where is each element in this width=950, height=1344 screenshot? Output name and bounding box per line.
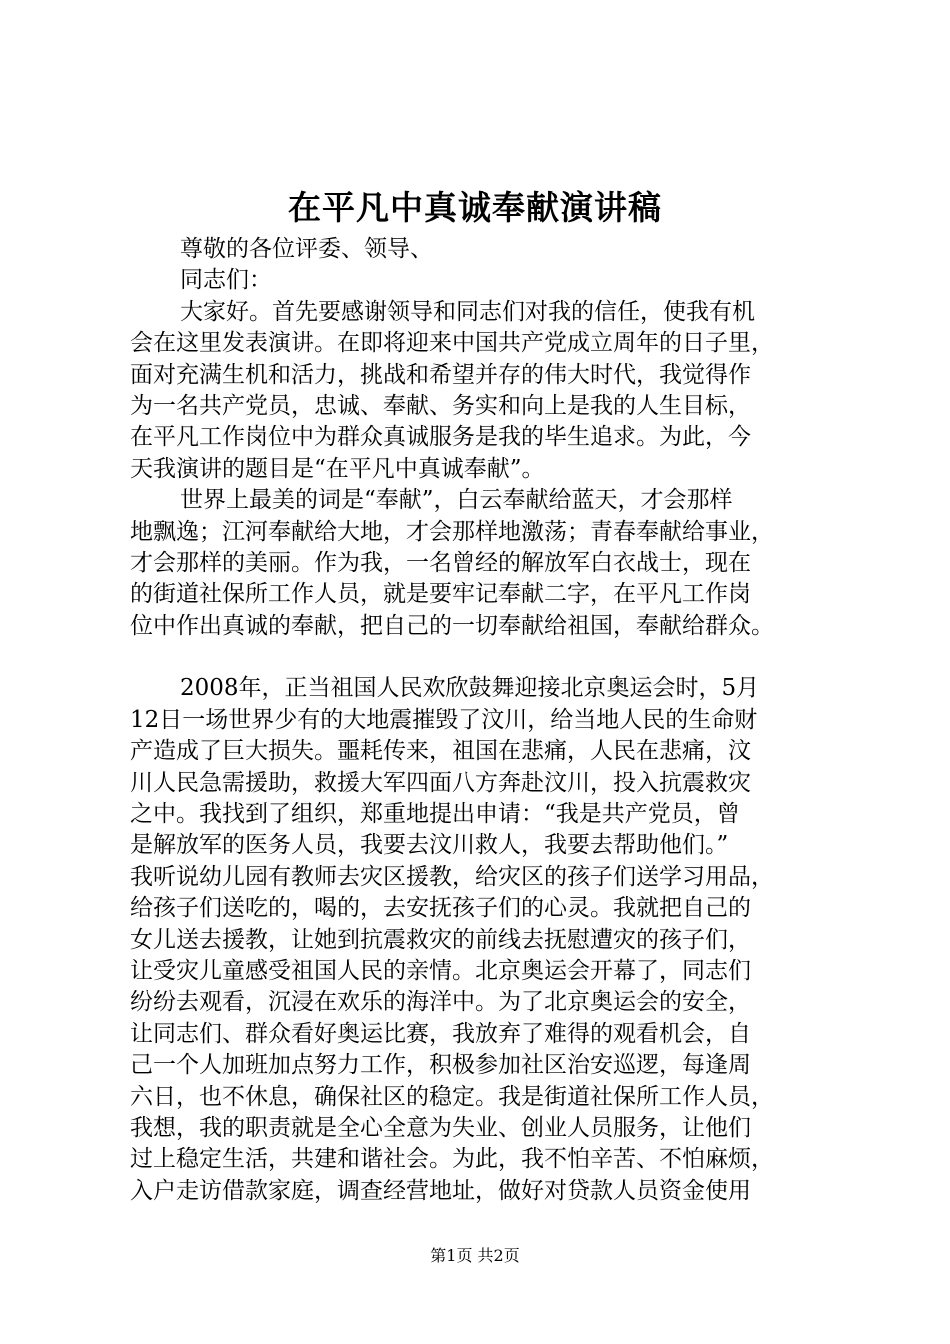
page-footer: 第1页 共2页 xyxy=(430,1246,520,1265)
text-line: 我听说幼儿园有教师去灾区援教，给灾区的孩子们送学习用品， xyxy=(130,863,774,890)
text-line: 天我演讲的题目是“在平凡中真诚奉献”。 xyxy=(130,455,545,482)
text-line: 六日，也不休息，确保社区的稳定。我是街道社保所工作人员， xyxy=(130,1083,774,1110)
text-line: 位中作出真诚的奉献，把自己的一切奉献给祖国，奉献给群众。 xyxy=(130,612,774,639)
text-line: 12日一场世界少有的大地震摧毁了汶川，给当地人民的生命财 xyxy=(130,706,758,733)
text-line: 女儿送去援教，让她到抗震救灾的前线去抚慰遭灾的孩子们， xyxy=(130,926,751,953)
text-line: 之中。我找到了组织，郑重地提出申请：“我是共产党员，曾 xyxy=(130,801,740,828)
text-line: 己一个人加班加点努力工作，积极参加社区治安巡逻，每逢周 xyxy=(130,1052,751,1079)
text-line: 为一名共产党员，忠诚、奉献、务实和向上是我的人生目标， xyxy=(130,392,751,419)
text-line: 同志们： xyxy=(180,267,272,294)
text-line: 川人民急需援助，救援大军四面八方奔赴汶川，投入抗震救灾 xyxy=(130,769,751,796)
text-line: 地飘逸；江河奉献给大地，才会那样地激荡；青春奉献给事业， xyxy=(130,518,774,545)
text-line: 过上稳定生活，共建和谐社会。为此，我不怕辛苦、不怕麻烦， xyxy=(130,1146,774,1173)
document-body xyxy=(130,234,840,1207)
text-line: 让受灾儿童感受祖国人民的亲情。北京奥运会开幕了，同志们 xyxy=(130,957,751,984)
text-line: 的街道社保所工作人员，就是要牢记奉献二字，在平凡工作岗 xyxy=(130,581,751,608)
text-line: 我想，我的职责就是全心全意为失业、创业人员服务，让他们 xyxy=(130,1114,751,1141)
text-line: 2008年，正当祖国人民欢欣鼓舞迎接北京奥运会时，5月 xyxy=(180,675,760,702)
text-line: 大家好。首先要感谢领导和同志们对我的信任，使我有机 xyxy=(180,298,755,325)
page-title: 在平凡中真诚奉献演讲稿 xyxy=(288,188,662,227)
text-line: 尊敬的各位评委、领导、 xyxy=(180,236,433,262)
text-line: 入户走访借款家庭，调查经营地址，做好对贷款人员资金使用 xyxy=(130,1177,751,1204)
text-line: 产造成了巨大损失。噩耗传来，祖国在悲痛，人民在悲痛，汶 xyxy=(130,738,751,765)
text-line: 在平凡工作岗位中为群众真诚服务是我的毕生追求。为此，今 xyxy=(130,424,751,451)
text-line: 世界上最美的词是“奉献”，白云奉献给蓝天，才会那样 xyxy=(180,487,733,514)
text-line: 面对充满生机和活力，挑战和希望并存的伟大时代，我觉得作 xyxy=(130,361,751,388)
text-line: 纷纷去观看，沉浸在欢乐的海洋中。为了北京奥运会的安全， xyxy=(130,989,751,1016)
text-line: 让同志们、群众看好奥运比赛，我放弃了难得的观看机会，自 xyxy=(130,1020,751,1047)
text-line: 会在这里发表演讲。在即将迎来中国共产党成立周年的日子里， xyxy=(130,330,774,357)
text-line: 才会那样的美丽。作为我，一名曾经的解放军白衣战士，现在 xyxy=(130,549,751,576)
text-line: 给孩子们送吃的，喝的，去安抚孩子们的心灵。我就把自己的 xyxy=(130,895,751,922)
blank-line xyxy=(130,642,840,673)
text-line: 是解放军的医务人员，我要去汶川救人，我要去帮助他们。” xyxy=(130,832,729,859)
